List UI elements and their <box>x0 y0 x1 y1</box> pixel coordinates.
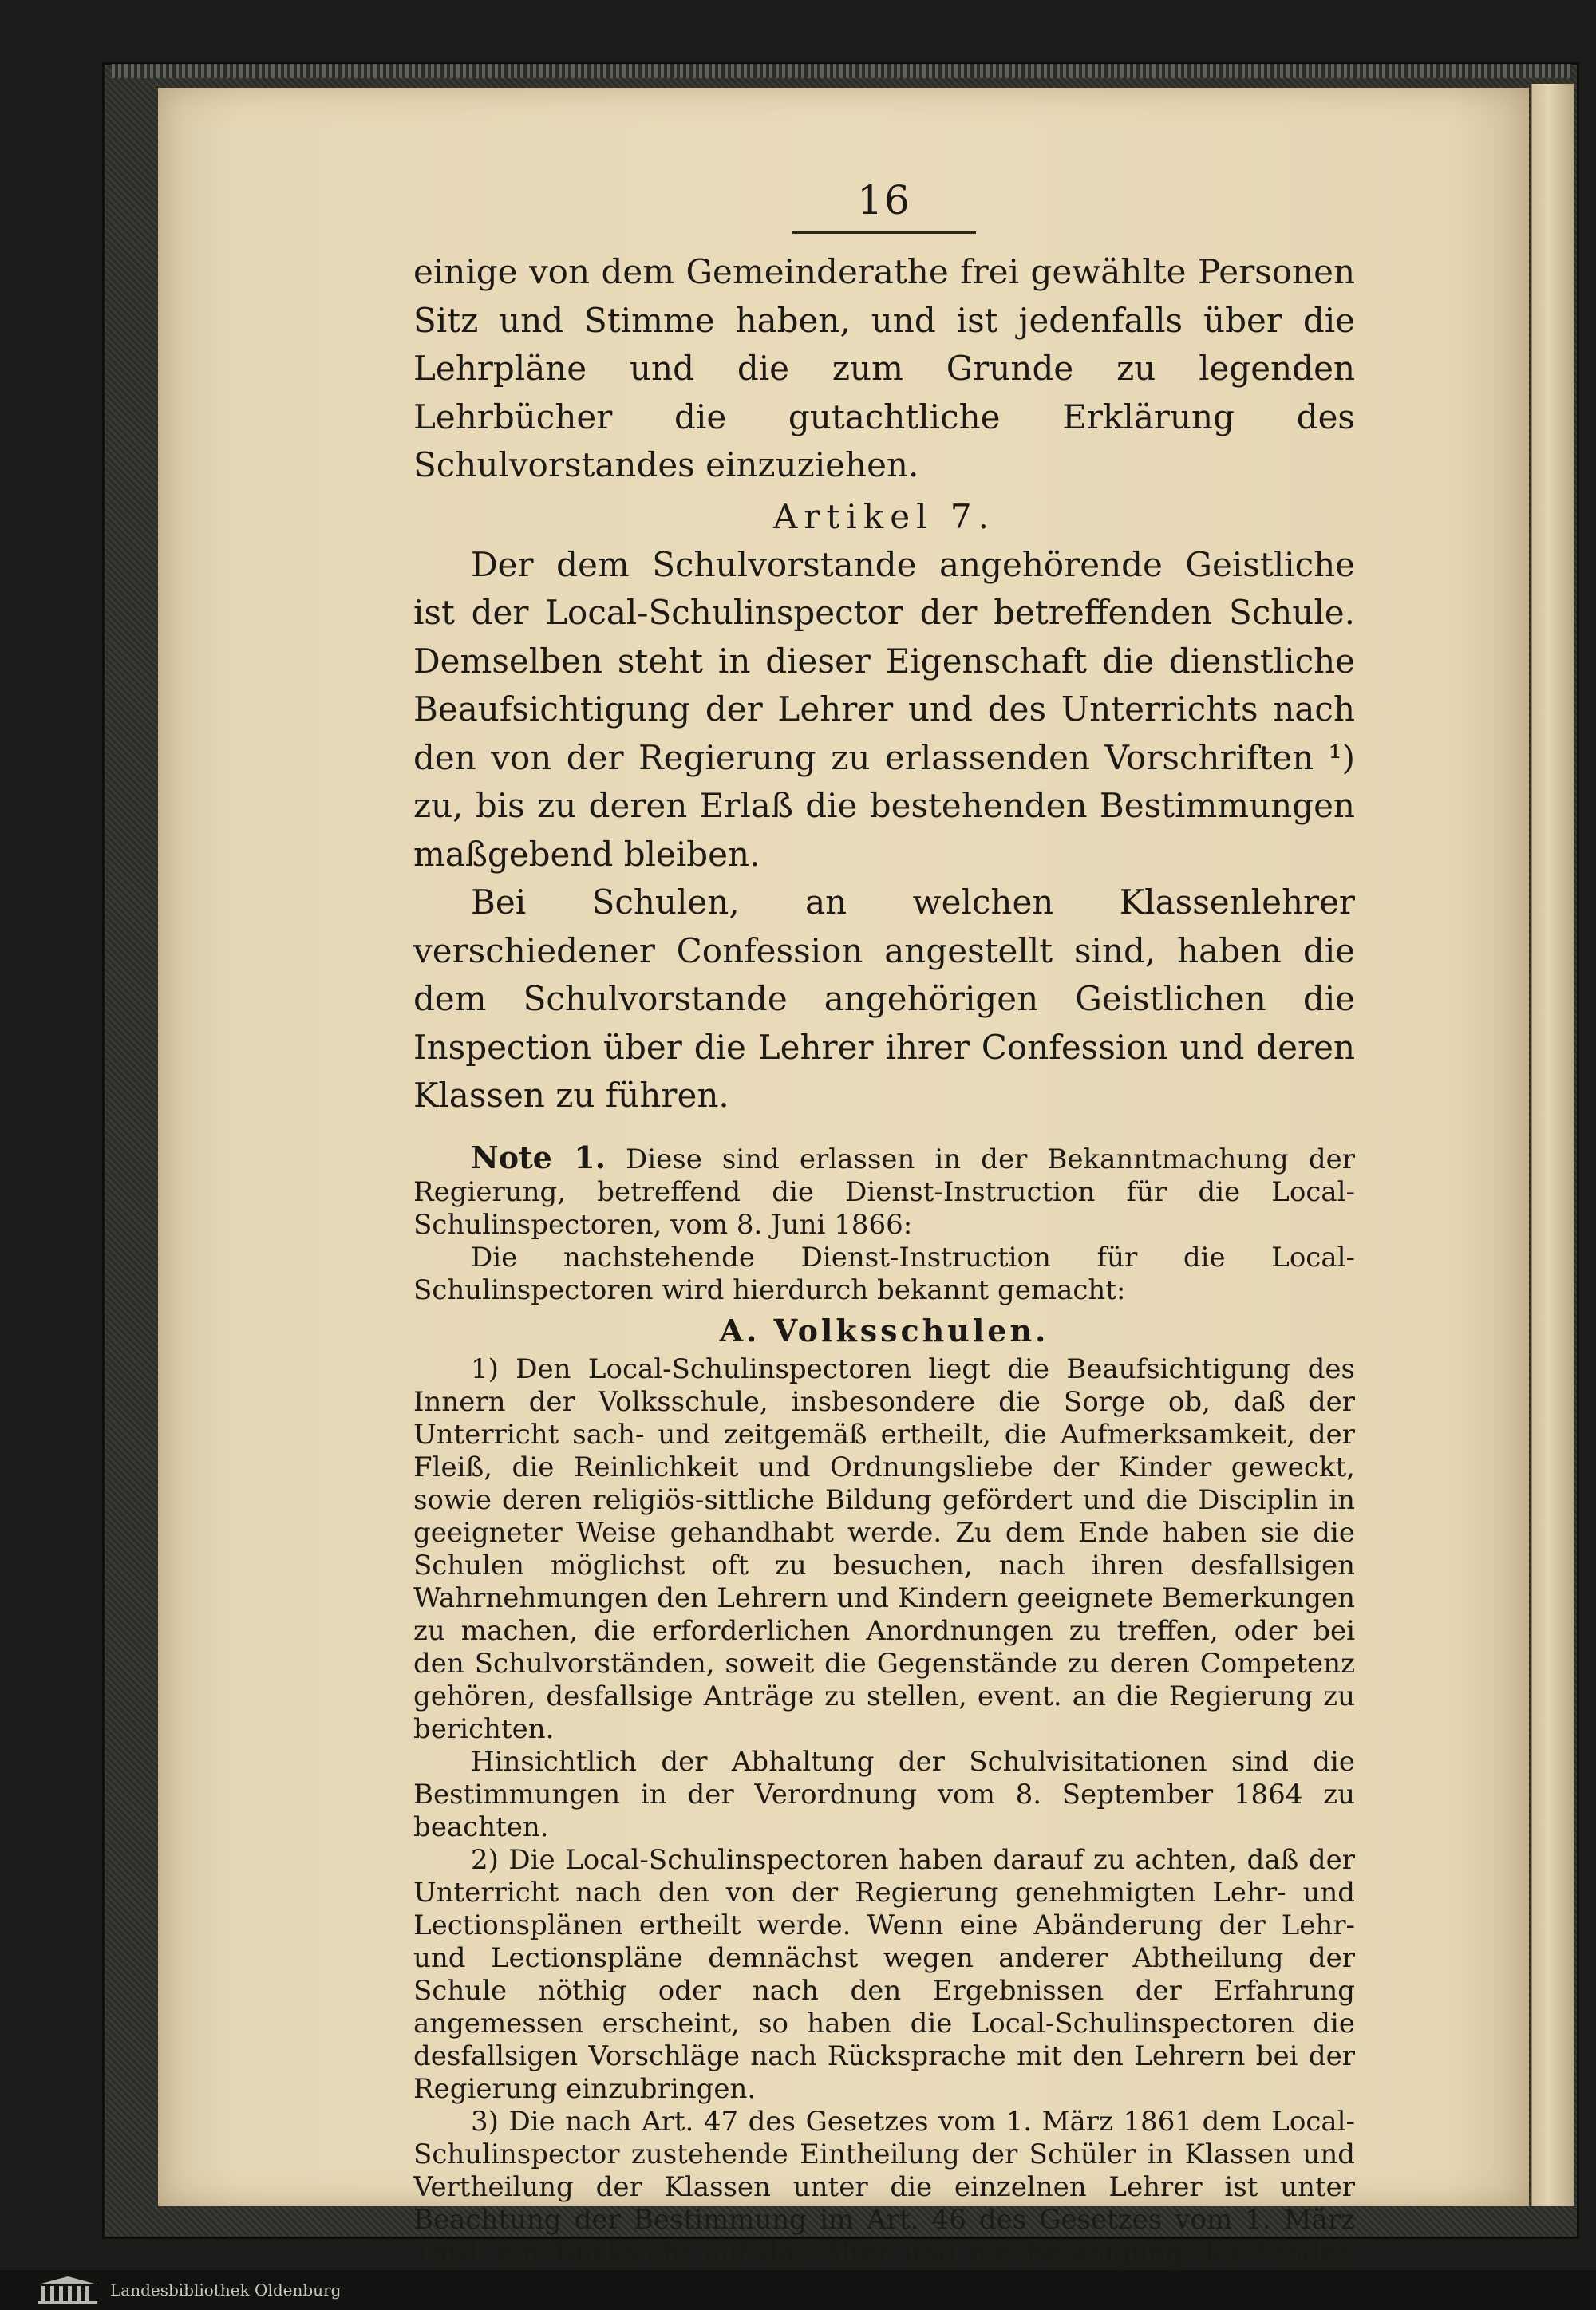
note-label: Note 1. <box>471 1139 606 1175</box>
page-stack-edge <box>1531 84 1574 2206</box>
note-item: 3) Die nach Art. 47 des Gesetzes vom 1. März 1861 dem Local-Schulinspector zustehende Eintheilung der Schüler in Klassen und Vertheilung der Klassen unter die einzelnen Lehrer ist unter Beachtung der Bestimmung im Art. 46 des Gesetzes vom 1. März 1861 mit Rücksicht auf das Alter und die Befähigung der Kinder, <box>413 2105 1355 2269</box>
note-intro-2: Die nachstehende Dienst-Instruction für die Local-Schulinspectoren wird hierdurch bekannt gemacht: <box>413 1241 1355 1306</box>
note-item: 2) Die Local-Schulinspectoren haben darauf zu achten, daß der Unterricht nach den von der Regierung genehmigten Lehr- und Lectionsplänen ertheilt werde. Wenn eine Abänderung der Lehr- und Lectionspläne demnächst wegen anderer Abtheilung der Schule nöthig oder nach den Ergebnissen der Erfahrung angemessen erscheint, so haben die Local-Schulinspectoren die desfallsigen Vorschläge nach Rücksprache mit den Lehrern bei der Regierung einzubringen. <box>413 1843 1355 2105</box>
paragraph-confession: Bei Schulen, an welchen Klassenlehrer verschiedener Confession angestellt sind, haben die dem Schulvorstande angehörigen Geistlichen die Inspection über die Lehrer ihrer Confession und deren Klassen zu führen. <box>413 883 1355 1115</box>
note-section-heading: A. Volksschulen. <box>719 1312 1049 1348</box>
note-intro-text: Diese sind erlassen in der Bekanntmachung der Regierung, betreffend die Dienst-Instruction für die Local-Schulinspectoren, vom 8. Juni 1866: <box>413 1143 1355 1241</box>
note-intro <box>413 1141 1355 1242</box>
library-name: Landesbibliothek Oldenburg <box>110 2280 342 2300</box>
page-number-rule <box>792 231 976 234</box>
library-footer <box>0 2270 1596 2310</box>
note-item: Hinsichtlich der Abhaltung der Schulvisitationen sind die Bestimmungen in der Verordnung vom 8. September 1864 zu beachten. <box>413 1745 1355 1843</box>
page-number: 16 <box>857 177 911 223</box>
note-item: 1) Den Local-Schulinspectoren liegt die Beaufsichtigung des Innern der Volksschule, insbesondere die Sorge ob, daß der Unterricht sach- und zeitgemäß ertheilt, die Aufmerksamkeit, der Fleiß, die Reinlichkeit und Ordnungsliebe der Kinder geweckt, sowie deren religiös-sittliche Bildung gefördert und die Disciplin in geeigneter Weise gehandhabt werde. Zu dem Ende haben sie die Schulen möglichst oft zu besuchen, nach ihren desfallsigen Wahrnehmungen den Lehrern und Kindern geeignete Bemerkungen zu machen, die erforderlichen Anordnungen zu treffen, oder bei den Schulvorständen, soweit die Gegenstände zu deren Competenz gehören, desfallsige Anträge zu stellen, event. an die Regierung zu berichten. <box>413 1352 1355 1745</box>
page-text-block <box>413 176 1355 2302</box>
paragraph-continuation: einige von dem Gemeinderathe frei gewählte Personen Sitz und Stimme haben, und ist jedenfalls über die Lehrpläne und die zum Grunde zu legenden Lehrbücher die gutachtliche Erklärung des Schulvorstandes einzuziehen. <box>413 252 1355 484</box>
cover-stitched-edge <box>112 64 1572 78</box>
article-heading: Artikel 7. <box>773 496 995 536</box>
library-building-icon <box>38 2276 97 2304</box>
paragraph-article-body: Der dem Schulvorstande angehörende Geistliche ist der Local-Schulinspector der betreffenden Schule. Demselben steht in dieser Eigenschaft die dienstliche Beaufsichtigung der Lehrer und des Unterrichts nach den von der Regierung zu erlassenden Vorschriften ¹) zu, bis zu deren Erlaß die bestehenden Bestimmungen maßgebend bleiben. <box>413 544 1355 874</box>
